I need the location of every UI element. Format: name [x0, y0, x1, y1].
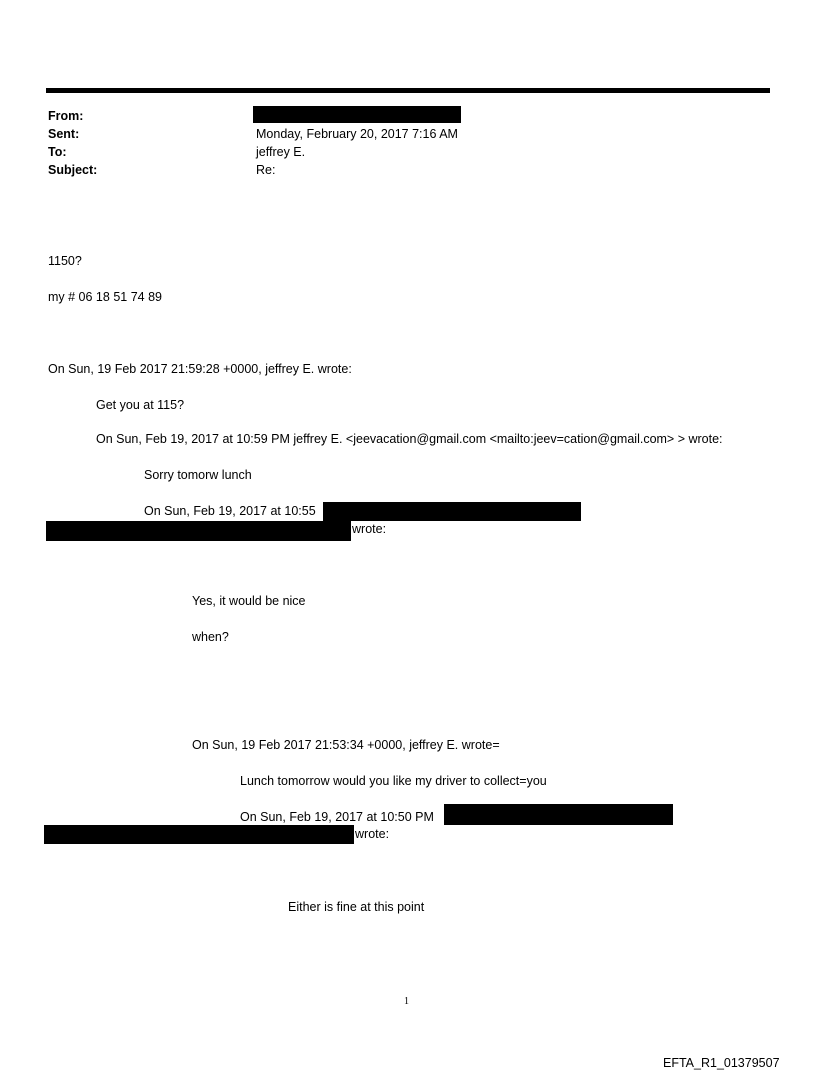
quote-5-text: Either is fine at this point	[288, 900, 425, 914]
quote-2-intro: On Sun, Feb 19, 2017 at 10:59 PM jeffrey E. <jeevacation@gmail.com <mailto:jeev=cation@gmail.com> > wrote:	[96, 432, 723, 446]
bates-number: EFTA_R1_01379507	[663, 1056, 780, 1070]
body-line-1: 1150?	[48, 254, 82, 268]
quote-2-text: Sorry tomorw lunch	[144, 468, 252, 482]
header-rule	[46, 88, 770, 93]
page-number: 1	[404, 996, 409, 1007]
to-value: jeffrey E.	[256, 145, 306, 159]
quote-3-text-2: when?	[192, 630, 229, 644]
sent-value: Monday, February 20, 2017 7:16 AM	[256, 127, 458, 141]
to-label: To:	[48, 145, 67, 159]
quote-1-intro: On Sun, 19 Feb 2017 21:59:28 +0000, jeffrey E. wrote:	[48, 362, 352, 376]
redaction-from	[253, 106, 461, 123]
quote-1-text: Get you at 115?	[96, 398, 185, 412]
quote-5-wrote: wrote:	[355, 827, 390, 841]
redaction-5a	[444, 804, 673, 825]
from-label: From:	[48, 109, 84, 123]
quote-4-text: Lunch tomorrow would you like my driver to collect=you	[240, 774, 547, 788]
subject-value: Re:	[256, 163, 276, 177]
subject-label: Subject:	[48, 163, 98, 177]
body-line-2: my # 06 18 51 74 89	[48, 290, 162, 304]
redaction-3b	[46, 521, 351, 541]
quote-5-intro: On Sun, Feb 19, 2017 at 10:50 PM	[240, 810, 434, 824]
quote-4-intro: On Sun, 19 Feb 2017 21:53:34 +0000, jeffrey E. wrote=	[192, 738, 500, 752]
redaction-3a	[323, 502, 581, 521]
sent-label: Sent:	[48, 127, 80, 141]
quote-3-text-1: Yes, it would be nice	[192, 594, 306, 608]
quote-3-wrote: wrote:	[352, 522, 387, 536]
quote-3-intro: On Sun, Feb 19, 2017 at 10:55	[144, 504, 316, 518]
redaction-5b	[44, 825, 354, 844]
